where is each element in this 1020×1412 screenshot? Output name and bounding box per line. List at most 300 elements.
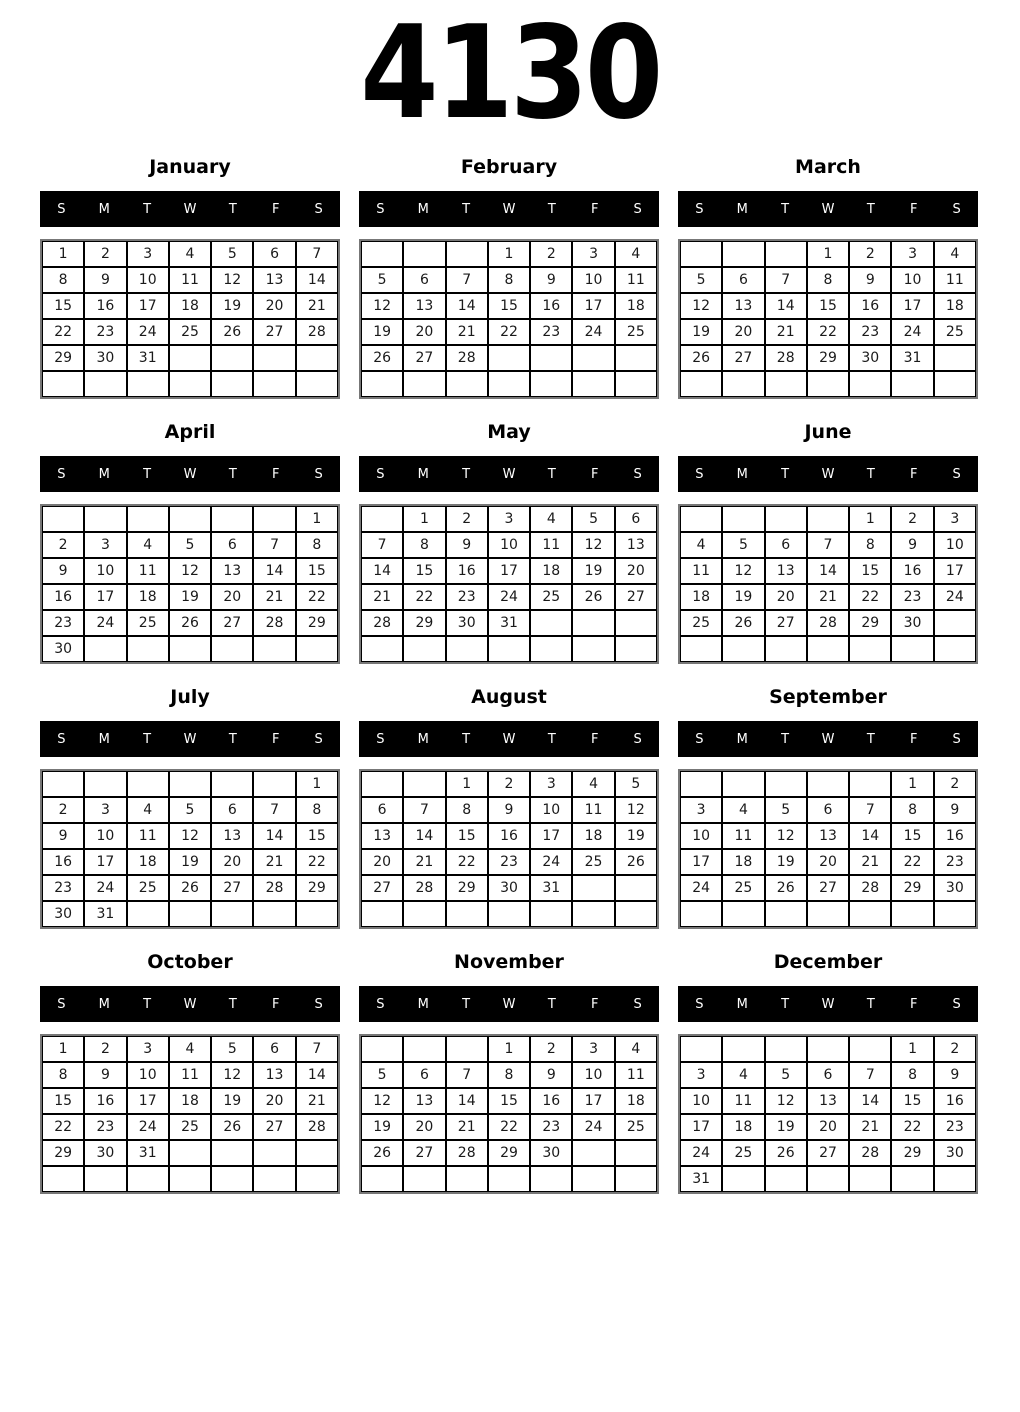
empty-cell (211, 506, 253, 532)
empty-cell (765, 1166, 807, 1192)
date-cell: 16 (934, 823, 976, 849)
date-cell: 8 (42, 1062, 84, 1088)
empty-cell (253, 506, 295, 532)
date-cell: 17 (572, 1088, 614, 1114)
empty-cell (211, 371, 253, 397)
date-cell: 8 (296, 532, 338, 558)
empty-cell (361, 506, 403, 532)
empty-cell (934, 636, 976, 662)
date-cell: 18 (680, 584, 722, 610)
empty-cell (446, 241, 488, 267)
date-cell: 21 (849, 849, 891, 875)
month-block (40, 949, 340, 1194)
date-cell: 19 (765, 1114, 807, 1140)
weekday-label: T (143, 201, 152, 217)
date-cell: 12 (211, 1062, 253, 1088)
date-cell: 2 (934, 771, 976, 797)
weekday-label: M (98, 201, 110, 217)
weekday-label: S (633, 996, 642, 1012)
date-cell: 8 (446, 797, 488, 823)
empty-cell (680, 771, 722, 797)
date-cell: 25 (722, 1140, 764, 1166)
date-cell: 7 (296, 241, 338, 267)
date-cell: 13 (765, 558, 807, 584)
date-cell: 1 (42, 241, 84, 267)
date-cell: 27 (403, 345, 445, 371)
weekday-label: M (417, 201, 429, 217)
weekday-label: T (462, 466, 471, 482)
date-cell: 7 (296, 1036, 338, 1062)
empty-cell (891, 1166, 933, 1192)
date-cell: 23 (530, 319, 572, 345)
weekday-label: T (866, 731, 875, 747)
empty-cell (169, 371, 211, 397)
date-cell: 17 (891, 293, 933, 319)
date-cell: 4 (722, 797, 764, 823)
date-cell: 7 (361, 532, 403, 558)
date-cell: 22 (296, 584, 338, 610)
weekday-label: S (952, 466, 961, 482)
date-cell: 7 (253, 532, 295, 558)
date-cell: 27 (722, 345, 764, 371)
weekday-label: W (502, 996, 516, 1012)
date-cell: 3 (84, 532, 126, 558)
date-cell: 25 (934, 319, 976, 345)
empty-cell (361, 1166, 403, 1192)
empty-cell (807, 636, 849, 662)
date-cell: 26 (169, 875, 211, 901)
date-grid (678, 239, 978, 399)
weekday-label: W (183, 201, 197, 217)
empty-cell (615, 610, 657, 636)
date-cell: 12 (361, 293, 403, 319)
date-cell: 11 (169, 267, 211, 293)
empty-cell (849, 371, 891, 397)
weekday-label: W (502, 201, 516, 217)
date-cell: 17 (680, 849, 722, 875)
date-cell: 13 (807, 823, 849, 849)
date-cell: 7 (765, 267, 807, 293)
date-cell: 29 (891, 875, 933, 901)
weekday-label: S (314, 466, 323, 482)
date-cell: 29 (403, 610, 445, 636)
date-cell: 13 (615, 532, 657, 558)
date-cell: 26 (211, 319, 253, 345)
date-cell: 18 (722, 849, 764, 875)
date-cell: 24 (680, 875, 722, 901)
empty-cell (488, 371, 530, 397)
date-cell: 8 (891, 1062, 933, 1088)
empty-cell (722, 636, 764, 662)
weekday-label: T (781, 466, 790, 482)
date-cell: 10 (84, 823, 126, 849)
date-cell: 28 (403, 875, 445, 901)
empty-cell (615, 636, 657, 662)
date-cell: 24 (680, 1140, 722, 1166)
date-cell: 9 (446, 532, 488, 558)
date-cell: 26 (680, 345, 722, 371)
date-cell: 6 (807, 797, 849, 823)
date-cell: 30 (84, 345, 126, 371)
date-cell: 9 (42, 558, 84, 584)
month-title: October (147, 951, 233, 973)
date-cell: 15 (488, 293, 530, 319)
date-cell: 2 (446, 506, 488, 532)
empty-cell (849, 1036, 891, 1062)
date-cell: 24 (84, 875, 126, 901)
date-cell: 21 (253, 849, 295, 875)
weekday-label: W (502, 466, 516, 482)
empty-cell (615, 371, 657, 397)
date-cell: 19 (211, 1088, 253, 1114)
date-cell: 6 (253, 1036, 295, 1062)
date-cell: 30 (934, 875, 976, 901)
date-cell: 8 (296, 797, 338, 823)
weekday-label: W (821, 466, 835, 482)
month-block (359, 949, 659, 1194)
date-cell: 13 (403, 293, 445, 319)
date-cell: 4 (127, 797, 169, 823)
empty-cell (446, 1036, 488, 1062)
date-cell: 24 (891, 319, 933, 345)
date-cell: 7 (253, 797, 295, 823)
empty-cell (403, 1036, 445, 1062)
date-cell: 10 (934, 532, 976, 558)
date-cell: 22 (296, 849, 338, 875)
date-cell: 28 (446, 1140, 488, 1166)
date-cell: 25 (127, 610, 169, 636)
empty-cell (84, 636, 126, 662)
weekday-label: S (314, 731, 323, 747)
date-cell: 26 (572, 584, 614, 610)
date-cell: 20 (403, 319, 445, 345)
date-cell: 15 (296, 823, 338, 849)
date-grid (678, 769, 978, 929)
empty-cell (849, 771, 891, 797)
date-cell: 17 (680, 1114, 722, 1140)
date-cell: 12 (211, 267, 253, 293)
empty-cell (211, 1140, 253, 1166)
month-block (678, 684, 978, 929)
date-cell: 15 (488, 1088, 530, 1114)
weekday-label: S (376, 201, 385, 217)
months-grid (0, 154, 1020, 1194)
date-cell: 28 (253, 875, 295, 901)
date-cell: 2 (488, 771, 530, 797)
date-cell: 14 (253, 558, 295, 584)
date-cell: 10 (680, 823, 722, 849)
month-block (678, 419, 978, 664)
date-cell: 20 (615, 558, 657, 584)
date-cell: 13 (211, 558, 253, 584)
date-cell: 25 (722, 875, 764, 901)
empty-cell (403, 1166, 445, 1192)
empty-cell (403, 901, 445, 927)
date-cell: 24 (934, 584, 976, 610)
weekday-header (359, 986, 659, 1022)
empty-cell (765, 371, 807, 397)
date-cell: 5 (722, 532, 764, 558)
empty-cell (361, 1036, 403, 1062)
empty-cell (934, 610, 976, 636)
date-cell: 6 (722, 267, 764, 293)
date-cell: 4 (530, 506, 572, 532)
date-cell: 24 (572, 319, 614, 345)
date-cell: 23 (84, 319, 126, 345)
date-cell: 29 (807, 345, 849, 371)
date-cell: 14 (361, 558, 403, 584)
empty-cell (572, 345, 614, 371)
weekday-label: S (376, 996, 385, 1012)
weekday-label: F (909, 731, 918, 747)
date-cell: 22 (807, 319, 849, 345)
month-title: February (460, 156, 558, 178)
date-cell: 5 (211, 1036, 253, 1062)
date-cell: 12 (169, 823, 211, 849)
date-grid (678, 504, 978, 664)
date-cell: 14 (765, 293, 807, 319)
empty-cell (807, 371, 849, 397)
month-block (359, 419, 659, 664)
weekday-label: M (98, 466, 110, 482)
date-cell: 23 (42, 610, 84, 636)
month-block (40, 684, 340, 929)
empty-cell (722, 241, 764, 267)
date-cell: 18 (127, 584, 169, 610)
date-cell: 15 (42, 1088, 84, 1114)
date-cell: 21 (403, 849, 445, 875)
weekday-label: W (821, 731, 835, 747)
date-cell: 15 (42, 293, 84, 319)
date-cell: 7 (807, 532, 849, 558)
date-cell: 5 (572, 506, 614, 532)
weekday-label: T (228, 466, 237, 482)
empty-cell (680, 901, 722, 927)
empty-cell (572, 875, 614, 901)
date-cell: 12 (615, 797, 657, 823)
empty-cell (572, 1166, 614, 1192)
empty-cell (253, 636, 295, 662)
date-cell: 23 (84, 1114, 126, 1140)
date-cell: 16 (849, 293, 891, 319)
empty-cell (680, 506, 722, 532)
empty-cell (680, 241, 722, 267)
date-cell: 26 (765, 875, 807, 901)
date-cell: 17 (572, 293, 614, 319)
date-cell: 5 (169, 797, 211, 823)
date-cell: 9 (530, 1062, 572, 1088)
empty-cell (765, 901, 807, 927)
empty-cell (446, 371, 488, 397)
date-cell: 12 (169, 558, 211, 584)
empty-cell (127, 371, 169, 397)
date-cell: 17 (488, 558, 530, 584)
date-cell: 5 (765, 1062, 807, 1088)
date-cell: 16 (42, 849, 84, 875)
date-cell: 5 (211, 241, 253, 267)
empty-cell (42, 771, 84, 797)
weekday-header (359, 721, 659, 757)
date-cell: 19 (361, 1114, 403, 1140)
date-cell: 10 (488, 532, 530, 558)
date-cell: 18 (127, 849, 169, 875)
date-cell: 7 (849, 797, 891, 823)
weekday-label: M (417, 731, 429, 747)
date-cell: 25 (169, 319, 211, 345)
empty-cell (765, 241, 807, 267)
date-cell: 31 (680, 1166, 722, 1192)
date-grid (359, 769, 659, 929)
weekday-label: T (547, 201, 556, 217)
date-cell: 3 (127, 241, 169, 267)
empty-cell (572, 610, 614, 636)
date-cell: 18 (530, 558, 572, 584)
date-cell: 27 (361, 875, 403, 901)
empty-cell (488, 901, 530, 927)
date-cell: 8 (807, 267, 849, 293)
date-cell: 13 (403, 1088, 445, 1114)
empty-cell (446, 901, 488, 927)
date-cell: 6 (361, 797, 403, 823)
month-title: September (769, 686, 887, 708)
month-title: December (773, 951, 883, 973)
date-cell: 7 (403, 797, 445, 823)
date-cell: 28 (849, 875, 891, 901)
date-cell: 25 (615, 319, 657, 345)
empty-cell (849, 636, 891, 662)
date-cell: 3 (680, 1062, 722, 1088)
date-cell: 14 (403, 823, 445, 849)
date-cell: 1 (849, 506, 891, 532)
empty-cell (530, 345, 572, 371)
empty-cell (765, 771, 807, 797)
date-cell: 30 (42, 901, 84, 927)
empty-cell (169, 771, 211, 797)
weekday-label: S (57, 466, 66, 482)
weekday-label: T (143, 996, 152, 1012)
date-cell: 27 (615, 584, 657, 610)
month-title: July (170, 686, 210, 708)
date-cell: 18 (572, 823, 614, 849)
date-cell: 16 (446, 558, 488, 584)
empty-cell (572, 1140, 614, 1166)
empty-cell (127, 636, 169, 662)
date-cell: 14 (807, 558, 849, 584)
empty-cell (530, 371, 572, 397)
date-cell: 31 (127, 345, 169, 371)
empty-cell (211, 771, 253, 797)
date-cell: 19 (765, 849, 807, 875)
date-cell: 8 (403, 532, 445, 558)
date-cell: 26 (615, 849, 657, 875)
date-cell: 3 (530, 771, 572, 797)
date-cell: 2 (530, 1036, 572, 1062)
date-cell: 5 (169, 532, 211, 558)
date-cell: 19 (361, 319, 403, 345)
weekday-label: T (228, 996, 237, 1012)
date-cell: 14 (296, 1062, 338, 1088)
date-cell: 29 (446, 875, 488, 901)
date-cell: 4 (169, 241, 211, 267)
weekday-label: F (909, 466, 918, 482)
weekday-label: W (183, 731, 197, 747)
empty-cell (807, 1036, 849, 1062)
date-cell: 14 (849, 823, 891, 849)
empty-cell (42, 371, 84, 397)
empty-cell (296, 901, 338, 927)
date-cell: 21 (849, 1114, 891, 1140)
date-cell: 30 (446, 610, 488, 636)
date-cell: 20 (765, 584, 807, 610)
weekday-label: T (143, 731, 152, 747)
date-cell: 12 (680, 293, 722, 319)
date-cell: 11 (680, 558, 722, 584)
empty-cell (296, 371, 338, 397)
date-cell: 15 (446, 823, 488, 849)
date-cell: 27 (253, 1114, 295, 1140)
date-cell: 3 (680, 797, 722, 823)
date-cell: 19 (169, 584, 211, 610)
weekday-label: T (547, 466, 556, 482)
date-cell: 23 (934, 849, 976, 875)
date-cell: 7 (446, 1062, 488, 1088)
date-cell: 2 (42, 797, 84, 823)
date-cell: 9 (849, 267, 891, 293)
date-cell: 21 (446, 319, 488, 345)
date-cell: 13 (253, 267, 295, 293)
date-cell: 9 (42, 823, 84, 849)
empty-cell (169, 901, 211, 927)
empty-cell (765, 636, 807, 662)
weekday-header (359, 456, 659, 492)
weekday-header (40, 721, 340, 757)
date-cell: 2 (849, 241, 891, 267)
empty-cell (296, 345, 338, 371)
date-cell: 16 (891, 558, 933, 584)
date-cell: 3 (572, 1036, 614, 1062)
date-cell: 5 (615, 771, 657, 797)
date-cell: 6 (403, 267, 445, 293)
date-cell: 9 (891, 532, 933, 558)
date-cell: 24 (488, 584, 530, 610)
date-cell: 31 (84, 901, 126, 927)
weekday-label: T (547, 731, 556, 747)
date-cell: 9 (488, 797, 530, 823)
empty-cell (934, 901, 976, 927)
date-cell: 15 (849, 558, 891, 584)
empty-cell (615, 1166, 657, 1192)
date-cell: 11 (169, 1062, 211, 1088)
date-cell: 15 (891, 823, 933, 849)
empty-cell (127, 506, 169, 532)
date-cell: 31 (530, 875, 572, 901)
date-cell: 27 (765, 610, 807, 636)
date-cell: 21 (253, 584, 295, 610)
empty-cell (253, 1140, 295, 1166)
weekday-label: F (271, 731, 280, 747)
date-cell: 12 (765, 823, 807, 849)
empty-cell (361, 636, 403, 662)
empty-cell (169, 345, 211, 371)
date-cell: 22 (42, 1114, 84, 1140)
weekday-header (678, 456, 978, 492)
month-block (40, 154, 340, 399)
date-cell: 24 (530, 849, 572, 875)
empty-cell (488, 636, 530, 662)
weekday-label: S (376, 731, 385, 747)
weekday-label: S (633, 466, 642, 482)
date-cell: 28 (765, 345, 807, 371)
